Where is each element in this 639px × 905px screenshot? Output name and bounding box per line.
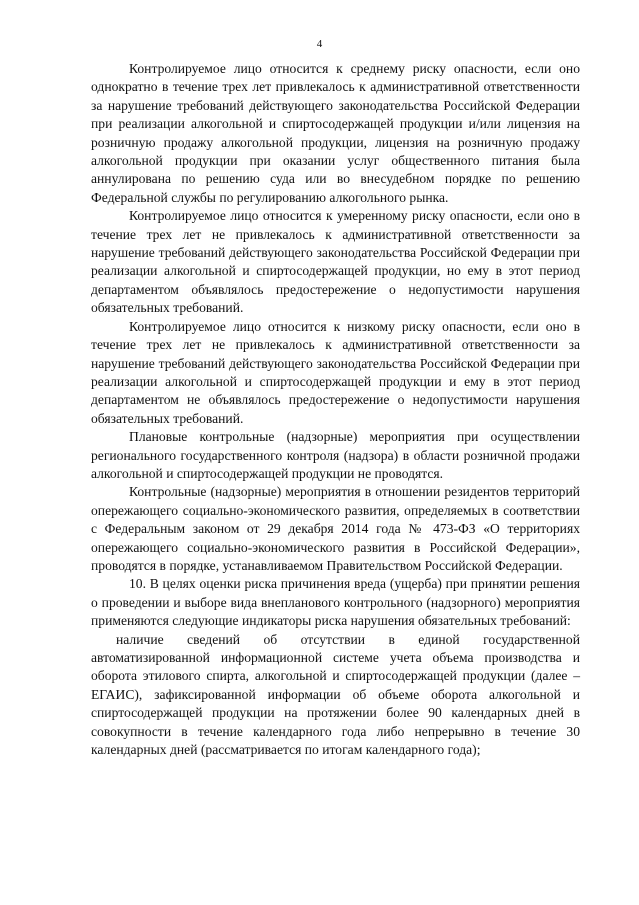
paragraph-medium-risk: Контролируемое лицо относится к среднему риску опасности, если оно однократно в течение трех лет привлекалось к административной ответственности за нарушение требований действующего законодательства Российской Федерации при реализации алкогольной и спиртосодержащей продукции и/или лицензия на розничную продажу алкогольной продукции, лицензия на розничную продажу алкогольной продукции при оказании услуг общественного питания была аннулирована по решению суда или во внесудебном порядке по решению Федеральной службы по регулированию алкогольного рынка. (91, 61, 580, 205)
paragraph-planned-inspections: Плановые контрольные (надзорные) мероприятия при осуществлении регионального государственного контроля (надзора) в области розничной продажи алкогольной и спиртосодержащей продукции не проводятся. (91, 429, 580, 481)
page-number: 4 (316, 38, 323, 50)
paragraph-moderate-risk: Контролируемое лицо относится к умеренному риску опасности, если оно в течение трех лет не привлекалось к административной ответственности за нарушение требований действующего законодательства Российской Федерации при реализации алкогольной и спиртосодержащей продукции, но ему в этот период департаментом объявлялось предостережение о недопустимости нарушения обязательных требований. (91, 208, 580, 316)
paragraph-low-risk: Контролируемое лицо относится к низкому риску опасности, если оно в течение трех лет не привлекалось к административной ответственности за нарушение требований действующего законодательства Российской Федерации при реализации алкогольной и спиртосодержащей продукции и ему в этот период департаментом не объявлялось предостережение о недопустимости нарушения обязательных требований. (91, 318, 580, 426)
document-body (91, 60, 580, 759)
paragraph-residents-inspections: Контрольные (надзорные) мероприятия в отношении резидентов территорий опережающего социально-экономического развития, определяемых в соответствии с Федеральным законом от 29 декабря 2014 года № 473-ФЗ «О территориях опережающего социально-экономического развития в Российской Федерации», проводятся в порядке, устанавливаемом Правительством Российской Федерации. (91, 484, 580, 573)
paragraph-item-10: 10. В целях оценки риска причинения вреда (ущерба) при принятии решения о проведении и выборе вида внепланового контрольного (надзорного) мероприятия применяются следующие индикаторы риска нарушения обязательных требований: (91, 576, 580, 629)
paragraph-egais-indicator: наличие сведений об отсутствии в единой государственной автоматизированной информационной системе учета объема производства и оборота этилового спирта, алкогольной и спиртосодержащей продукции (далее – ЕГАИС), зафиксированной информации об объеме оборота алкогольной и спиртосодержащей продукции на протяжении более 90 календарных дней в совокупности в течение календарного года либо непрерывно в течение 30 календарных дней (рассматривается по итогам календарного года); (91, 631, 580, 758)
